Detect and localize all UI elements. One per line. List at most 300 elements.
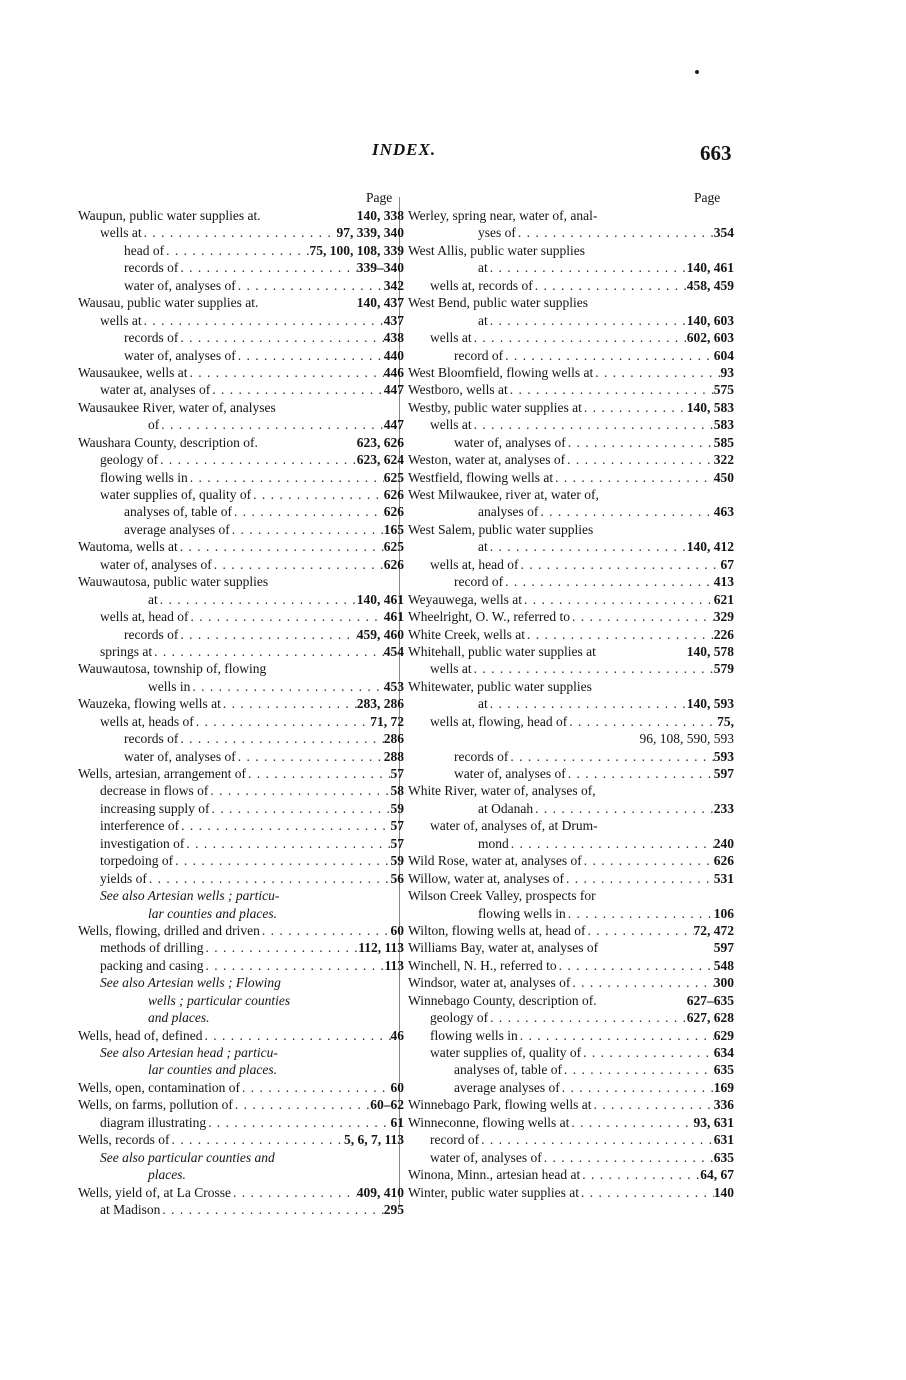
- entry-page-refs: 56: [390, 870, 404, 886]
- entry-text: Werley, spring near, water of, anal-: [408, 208, 598, 223]
- index-entry: [74, 416, 404, 433]
- index-entry: [404, 294, 734, 311]
- entry-text: wells at: [100, 312, 142, 328]
- index-entry: [74, 905, 404, 922]
- entry-text: water of, analyses of: [124, 347, 236, 363]
- entry-page-refs: 450: [713, 469, 734, 485]
- index-entry: [74, 870, 404, 887]
- leader-dots: [586, 922, 694, 939]
- entry-text: wells at, heads of: [100, 713, 194, 729]
- entry-page-refs: 597: [713, 766, 734, 781]
- entry-page-refs: 288: [383, 748, 404, 764]
- index-entry: [404, 416, 734, 433]
- entry-page-refs: 329: [713, 609, 734, 625]
- leader-dots: [188, 608, 383, 625]
- index-entry: [74, 364, 404, 381]
- index-entry: [74, 939, 404, 956]
- entry-page-refs: 113: [384, 957, 404, 973]
- index-entry: [74, 1114, 404, 1131]
- index-entry: [74, 1184, 404, 1201]
- index-entry: [404, 503, 734, 520]
- entry-text: West Salem, public water supplies: [408, 521, 594, 537]
- index-entry: [74, 608, 404, 625]
- index-entry: [404, 765, 734, 782]
- entry-page-refs: 93: [720, 364, 734, 380]
- entry-text: wells at: [430, 330, 472, 346]
- entry-text: diagram illustrating: [100, 1114, 207, 1130]
- index-entry: [74, 1131, 404, 1148]
- entry-page-refs: 623, 626: [356, 434, 404, 450]
- page-header: [0, 0, 906, 200]
- index-entry: [74, 1096, 404, 1113]
- entry-page-refs: 454: [383, 643, 404, 659]
- entry-text: record of: [454, 574, 504, 590]
- entry-text: water of, analyses of: [100, 556, 212, 572]
- entry-page-refs: 60–62: [370, 1097, 404, 1113]
- index-entry: [404, 782, 734, 799]
- entry-page-refs: 438: [383, 330, 404, 346]
- entry-text: flowing wells in: [100, 469, 188, 485]
- index-entry: [74, 660, 404, 677]
- index-entry: [74, 399, 404, 416]
- entry-page-refs: 626: [713, 853, 734, 869]
- entry-text: at Madison: [100, 1201, 161, 1217]
- entry-text: Wauwautosa, public water supplies: [78, 574, 269, 590]
- entry-page-refs: 240: [713, 835, 734, 851]
- entry-text: 96, 108, 590, 593: [639, 731, 734, 747]
- entry-page-refs: 140, 603: [686, 312, 734, 328]
- leader-dots: [488, 538, 687, 555]
- index-entry: [74, 974, 404, 991]
- index-entry: [404, 1061, 734, 1078]
- entry-page-refs: 140, 338: [356, 208, 404, 223]
- index-entry: [404, 957, 734, 974]
- leader-dots: [592, 1096, 714, 1113]
- leader-dots: [236, 277, 384, 294]
- entry-text: lar counties and places.: [148, 905, 277, 921]
- index-entry: [404, 905, 734, 922]
- index-entry: [404, 591, 734, 608]
- entry-page-refs: 106: [713, 905, 734, 921]
- entry-text: average analyses of: [454, 1079, 560, 1095]
- entry-page-refs: 57: [390, 818, 404, 834]
- index-entry: [74, 643, 404, 660]
- entry-page-refs: 461: [383, 609, 404, 625]
- leader-dots: [553, 469, 714, 486]
- index-entry: [404, 538, 734, 555]
- entry-text: records of: [124, 330, 179, 346]
- leader-dots: [570, 608, 714, 625]
- leader-dots: [508, 748, 713, 765]
- index-entry: [74, 922, 404, 939]
- index-entry: [404, 1114, 734, 1131]
- leader-dots: [203, 1027, 391, 1044]
- entry-text: records of: [124, 731, 179, 747]
- entry-text: West Allis, public water supplies: [408, 242, 586, 258]
- entry-page-refs: 575: [713, 382, 734, 398]
- index-entry: [74, 713, 404, 730]
- entry-page-refs: 71, 72: [370, 713, 404, 729]
- entry-text: See also Artesian wells ; Flowing: [100, 975, 281, 991]
- index-entry: [74, 259, 404, 276]
- entry-page-refs: 437: [383, 312, 404, 328]
- left-column-heading: Page: [366, 190, 393, 205]
- leader-dots: [152, 643, 384, 660]
- entry-page-refs: 597: [713, 940, 734, 956]
- leader-dots: [147, 870, 391, 887]
- entry-text: Winnebago Park, flowing wells at: [408, 1097, 592, 1113]
- entry-page-refs: 413: [713, 574, 734, 590]
- entry-page-refs: 583: [713, 417, 734, 433]
- index-entry: [404, 259, 734, 276]
- entry-text: West Bloomfield, flowing wells at: [408, 364, 594, 380]
- entry-page-refs: 440: [383, 347, 404, 363]
- leader-dots: [179, 817, 390, 834]
- entry-page-refs: 409, 410: [356, 1184, 404, 1200]
- entry-text: water of, analyses of: [454, 434, 566, 450]
- entry-text: lar counties and places.: [148, 1062, 277, 1078]
- entry-text: yses of: [478, 225, 516, 241]
- index-entry: [404, 992, 734, 1009]
- entry-page-refs: 64, 67: [700, 1167, 734, 1183]
- leader-dots: [566, 905, 714, 922]
- entry-text: Wells, yield of, at La Crosse: [78, 1184, 232, 1200]
- entry-text: water of, analyses of: [124, 748, 236, 764]
- entry-page-refs: 548: [713, 957, 734, 973]
- entry-page-refs: 140, 437: [356, 295, 404, 311]
- entry-page-refs: 623, 624: [356, 452, 404, 468]
- index-entry: [404, 1184, 734, 1201]
- leader-dots: [233, 1096, 370, 1113]
- index-entry: [74, 957, 404, 974]
- leader-dots: [260, 922, 391, 939]
- index-entry: [404, 1079, 734, 1096]
- leader-dots: [142, 312, 384, 329]
- leader-dots: [188, 364, 384, 381]
- entry-page-refs: 67: [720, 556, 734, 572]
- index-entry: [74, 852, 404, 869]
- leader-dots: [582, 399, 687, 416]
- leader-dots: [488, 1009, 687, 1026]
- entry-text: Wells, artesian, arrangement of: [78, 766, 246, 781]
- index-entry: [404, 730, 734, 747]
- leader-dots: [158, 591, 357, 608]
- entry-text: Wausau, public water supplies at.: [78, 295, 259, 311]
- index-entry: [404, 277, 734, 294]
- entry-text: Westby, public water supplies at: [408, 399, 582, 415]
- leader-dots: [221, 695, 357, 712]
- leader-dots: [503, 573, 714, 590]
- index-entry: [404, 974, 734, 991]
- index-entry: [404, 870, 734, 887]
- index-entry: [74, 1009, 404, 1026]
- leader-dots: [142, 224, 337, 241]
- index-entry: [404, 1166, 734, 1183]
- entry-text: increasing supply of: [100, 800, 210, 816]
- entry-page-refs: 61: [390, 1114, 404, 1130]
- index-entry: [74, 451, 404, 468]
- leader-dots: [525, 626, 714, 643]
- entry-text: See also particular counties and: [100, 1149, 275, 1165]
- index-entry: [74, 521, 404, 538]
- entry-page-refs: 446: [383, 364, 404, 380]
- index-entry: [404, 939, 734, 956]
- leader-dots: [178, 259, 356, 276]
- entry-text: at: [478, 312, 488, 328]
- index-entry: [74, 1201, 404, 1218]
- leader-dots: [542, 1149, 714, 1166]
- entry-text: records of: [124, 626, 179, 642]
- leader-dots: [170, 1131, 344, 1148]
- entry-page-refs: 286: [383, 731, 404, 747]
- leader-dots: [231, 1184, 357, 1201]
- entry-text: Weston, water at, analyses of: [408, 452, 566, 468]
- index-entry: [74, 329, 404, 346]
- leader-dots: [204, 939, 359, 956]
- entry-text: wells in: [148, 678, 191, 694]
- index-entry: [404, 381, 734, 398]
- entry-text: West Bend, public water supplies: [408, 295, 589, 311]
- entry-text: Whitehall, public water supplies at: [408, 643, 596, 659]
- entry-text: water of, analyses of, at Drum-: [430, 818, 598, 834]
- entry-page-refs: 59: [390, 800, 404, 816]
- entry-text: water supplies of, quality of: [430, 1045, 582, 1060]
- leader-dots: [566, 765, 714, 782]
- index-entry: [74, 678, 404, 695]
- index-entry: [404, 660, 734, 677]
- entry-text: Wilton, flowing wells at, head of: [408, 922, 586, 938]
- index-entry: [74, 817, 404, 834]
- index-entry: [404, 434, 734, 451]
- entry-page-refs: 233: [713, 800, 734, 816]
- entry-text: Winter, public water supplies at: [408, 1184, 579, 1200]
- entry-text: record of: [430, 1132, 480, 1148]
- index-entry: [74, 730, 404, 747]
- entry-text: Winchell, N. H., referred to: [408, 957, 557, 973]
- index-entry: [404, 312, 734, 329]
- index-entry: [404, 852, 734, 869]
- entry-page-refs: 112, 113: [358, 940, 404, 956]
- entry-text: Wauzeka, flowing wells at: [78, 696, 221, 712]
- leader-dots: [557, 957, 714, 974]
- entry-page-refs: 57: [390, 835, 404, 851]
- leader-dots: [509, 835, 714, 852]
- index-entry: [74, 312, 404, 329]
- print-speck: [695, 70, 699, 74]
- entry-text: record of: [454, 347, 504, 363]
- leader-dots: [472, 416, 714, 433]
- leader-dots: [160, 1201, 383, 1218]
- entry-text: geology of: [100, 452, 159, 468]
- index-entry: [404, 713, 734, 730]
- entry-text: wells ; particular counties: [148, 992, 291, 1008]
- index-entry: [404, 451, 734, 468]
- index-entry: [74, 486, 404, 503]
- entry-text: Willow, water at, analyses of: [408, 870, 565, 886]
- index-entry: [404, 1131, 734, 1148]
- index-entry: [74, 1044, 404, 1061]
- entry-text: Winnebago County, description of.: [408, 992, 597, 1008]
- index-entry: [74, 347, 404, 364]
- entry-text: at: [478, 260, 488, 276]
- entry-page-refs: 283, 286: [356, 696, 404, 712]
- index-entry: [404, 399, 734, 416]
- leader-dots: [246, 765, 391, 782]
- entry-text: places.: [148, 1167, 186, 1183]
- index-entry: [404, 817, 734, 834]
- entry-page-refs: 140, 461: [356, 591, 404, 607]
- index-entry: [74, 381, 404, 398]
- index-entry: [74, 207, 404, 224]
- entry-page-refs: 463: [713, 504, 734, 520]
- entry-text: yields of: [100, 870, 147, 886]
- index-entry: [74, 503, 404, 520]
- leader-dots: [533, 800, 714, 817]
- leader-dots: [582, 852, 714, 869]
- entry-text: Wells, on farms, pollution of: [78, 1097, 233, 1113]
- index-entry: [404, 922, 734, 939]
- page-title: INDEX.: [372, 140, 437, 159]
- entry-text: Wells, records of: [78, 1132, 170, 1148]
- entry-text: wells at: [100, 225, 142, 241]
- index-entry: [74, 224, 404, 241]
- entry-text: decrease in flows of: [100, 783, 209, 799]
- index-entry: [74, 277, 404, 294]
- index-entry: [74, 434, 404, 451]
- index-entry: [404, 1149, 734, 1166]
- entry-page-refs: 626: [383, 487, 404, 502]
- entry-text: Wausaukee River, water of, analyses: [78, 399, 276, 415]
- index-entry: [404, 207, 734, 224]
- index-entry: [404, 521, 734, 538]
- entry-page-refs: 629: [713, 1027, 734, 1043]
- entry-page-refs: 579: [713, 661, 734, 677]
- index-entry: [74, 835, 404, 852]
- entry-text: at Odanah: [478, 800, 534, 816]
- leader-dots: [230, 521, 384, 538]
- entry-page-refs: 75, 100, 108, 339: [309, 242, 404, 258]
- leader-dots: [518, 556, 720, 573]
- entry-text: head of: [124, 242, 165, 258]
- index-entry: [404, 1096, 734, 1113]
- entry-text: at: [478, 696, 488, 712]
- entry-page-refs: 336: [713, 1097, 734, 1113]
- entry-text: wells at, head of: [100, 609, 189, 625]
- entry-page-refs: 453: [383, 678, 404, 694]
- leader-dots: [178, 329, 383, 346]
- entry-page-refs: 627–635: [686, 992, 734, 1008]
- entry-text: investigation of: [100, 835, 185, 851]
- entry-page-refs: 169: [713, 1079, 734, 1095]
- entry-page-refs: 354: [713, 225, 734, 241]
- index-entry: [404, 748, 734, 765]
- page-number: 663: [700, 141, 732, 165]
- entry-text: at: [478, 539, 488, 555]
- left-index-column: [74, 207, 404, 1218]
- entry-page-refs: 60: [390, 1079, 404, 1095]
- entry-text: wells at: [430, 661, 472, 677]
- index-entry: [74, 1079, 404, 1096]
- entry-text: wells at: [430, 417, 472, 433]
- leader-dots: [210, 381, 384, 398]
- entry-text: at: [148, 591, 158, 607]
- index-entry: [404, 835, 734, 852]
- index-entry: [404, 1009, 734, 1026]
- entry-page-refs: 322: [713, 452, 734, 468]
- index-entry: [404, 643, 734, 660]
- index-entry: [404, 800, 734, 817]
- entry-text: methods of drilling: [100, 940, 204, 956]
- leader-dots: [560, 1079, 714, 1096]
- leader-dots: [251, 486, 384, 503]
- leader-dots: [232, 503, 384, 520]
- index-entry: [74, 695, 404, 712]
- leader-dots: [570, 974, 713, 991]
- entry-text: records of: [454, 748, 509, 764]
- entry-text: White River, water of, analyses of,: [408, 783, 596, 799]
- entry-text: springs at: [100, 643, 153, 659]
- index-entry: [74, 992, 404, 1009]
- index-entry: [404, 364, 734, 381]
- entry-page-refs: 5, 6, 7, 113: [343, 1132, 404, 1148]
- entry-text: West Milwaukee, river at, water of,: [408, 487, 599, 502]
- entry-page-refs: 72, 472: [693, 922, 734, 938]
- entry-page-refs: 459, 460: [356, 626, 404, 642]
- leader-dots: [178, 626, 356, 643]
- leader-dots: [178, 730, 383, 747]
- entry-text: Winneconne, flowing wells at: [408, 1114, 570, 1130]
- leader-dots: [518, 1027, 714, 1044]
- index-entry: [74, 591, 404, 608]
- leader-dots: [212, 556, 384, 573]
- leader-dots: [569, 1114, 693, 1131]
- entry-page-refs: 140, 583: [686, 399, 734, 415]
- entry-page-refs: 59: [390, 853, 404, 869]
- leader-dots: [194, 713, 371, 730]
- leader-dots: [566, 434, 714, 451]
- leader-dots: [188, 469, 384, 486]
- leader-dots: [479, 1131, 714, 1148]
- entry-page-refs: 97, 339, 340: [336, 225, 404, 241]
- entry-page-refs: 46: [390, 1027, 404, 1043]
- index-entry: [404, 1027, 734, 1044]
- index-entry: [74, 800, 404, 817]
- entry-page-refs: 165: [383, 521, 404, 537]
- leader-dots: [522, 591, 714, 608]
- leader-dots: [208, 782, 390, 799]
- entry-page-refs: 627, 628: [686, 1010, 734, 1026]
- entry-page-refs: 635: [713, 1062, 734, 1078]
- index-entry: [404, 486, 734, 503]
- entry-page-refs: 342: [383, 277, 404, 293]
- right-index-column: [404, 207, 734, 1201]
- index-entry: [404, 224, 734, 241]
- index-entry: [404, 347, 734, 364]
- entry-text: wells at, head of: [430, 556, 519, 572]
- index-entry: [74, 242, 404, 259]
- entry-page-refs: 300: [713, 975, 734, 991]
- entry-page-refs: 604: [713, 347, 734, 363]
- leader-dots: [516, 224, 714, 241]
- entry-text: average analyses of: [124, 521, 230, 537]
- index-entry: [404, 887, 734, 904]
- leader-dots: [562, 1061, 714, 1078]
- index-entry: [74, 294, 404, 311]
- entry-text: See also Artesian head ; particu-: [100, 1045, 278, 1060]
- entry-page-refs: 635: [713, 1149, 734, 1165]
- entry-text: Wilson Creek Valley, prospects for: [408, 888, 596, 904]
- leader-dots: [488, 695, 687, 712]
